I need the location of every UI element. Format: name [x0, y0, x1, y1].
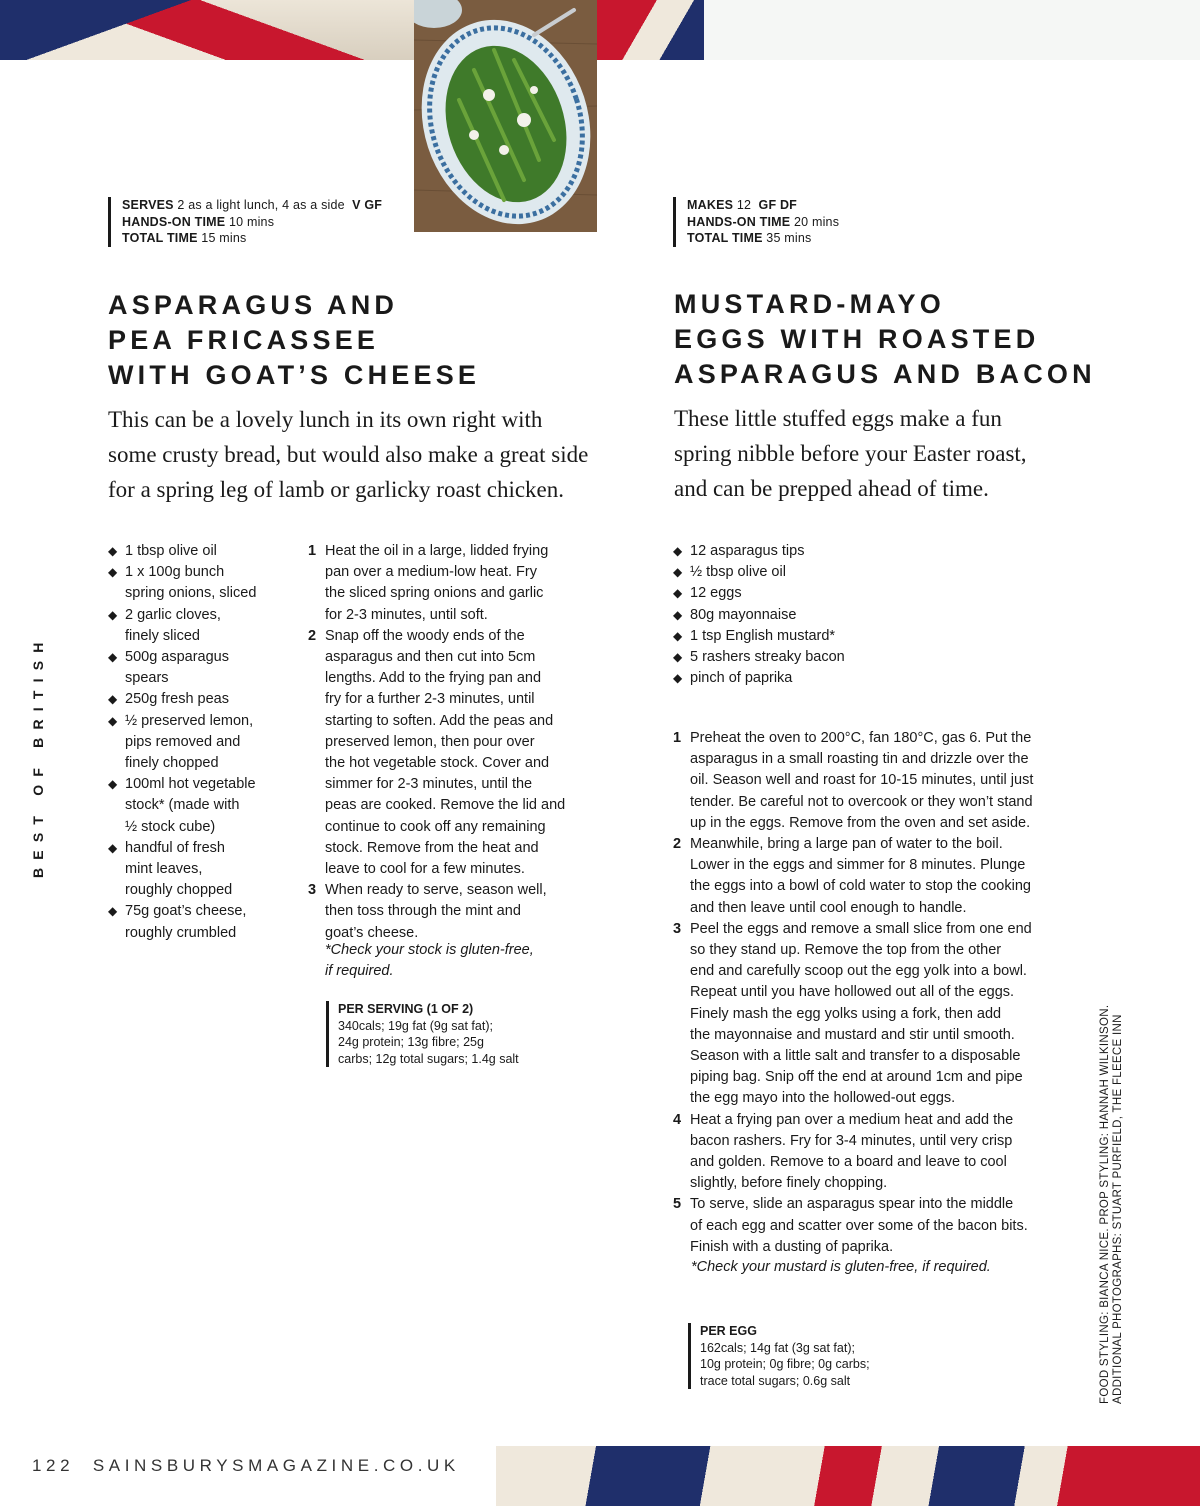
title-line: MUSTARD-MAYO — [674, 289, 945, 319]
ingredient-item: ◆ 1 tbsp olive oil — [108, 541, 256, 562]
method-step: 3 Peel the eggs and remove a small slice from one end so they stand up. Remove the top from the other end and carefully scoop out the egg yolk into a bowl. Repeat until you have hollowed out all of the eggs. Finely mash the egg yolks using a fork, then add the mayonnaise and mustard and stir until smooth. Season with a little salt and transfer to a disposable piping bag. Snip off the end at around 1cm and pipe the egg mayo into the hollowed-out eggs. — [673, 920, 1032, 1107]
union-flag-banner-top — [0, 0, 704, 60]
title-line: PEA FRICASSEE — [108, 325, 380, 355]
step-number: 2 — [308, 627, 317, 644]
total-time-label: TOTAL TIME — [687, 231, 763, 245]
recipe1-method — [308, 541, 565, 944]
recipe2-meta — [673, 197, 839, 247]
hands-on-value: 10 mins — [228, 214, 275, 229]
intro-line: spring nibble before your Easter roast, — [674, 441, 1027, 466]
ingredient-item: ◆ 2 garlic cloves, finely sliced — [108, 605, 256, 647]
ingredient-item: ◆ pinch of paprika — [673, 668, 845, 689]
ingredient-item: ◆ 500g asparagus spears — [108, 647, 256, 689]
method-step: 2 Snap off the woody ends of the asparagus and then cut into 5cm lengths. Add to the frying pan and fry for a further 2-3 minutes, until starting to soften. Add the peas and preserved lemon, then pour over the hot vegetable stock. Cover and simmer for 2-3 minutes, until the peas are cooked. Remove the lid and continue to cook off any remaining stock. Remove from the heat and leave to cool for a few minutes. — [308, 627, 566, 878]
intro-line: for a spring leg of lamb or garlicky roast chicken. — [108, 477, 565, 502]
method-step: 3 When ready to serve, season well, then toss through the mint and goat’s cheese. — [308, 882, 547, 941]
asparagus-dish-photo — [414, 0, 597, 232]
hands-on-value: 20 mins — [793, 214, 840, 229]
step-number: 3 — [308, 882, 317, 899]
ingredient-item: ◆ 250g fresh peas — [108, 689, 256, 710]
nutrition-heading: PER EGG — [700, 1324, 757, 1338]
recipe2-note: *Check your mustard is gluten-free, if required. — [691, 1259, 991, 1275]
page-number: 122 — [32, 1456, 75, 1475]
ingredient-item: ◆ 12 asparagus tips — [673, 541, 845, 562]
ingredient-item: ◆ 5 rashers streaky bacon — [673, 647, 845, 668]
total-time-row — [687, 230, 839, 247]
recipe1-nutrition: PER SERVING (1 OF 2) 340cals; 19g fat (9g sat fat); 24g protein; 13g fibre; 25g carbs; 12g total sugars; 1.4g salt — [326, 1001, 519, 1067]
step-number: 1 — [308, 543, 317, 559]
serves-label: SERVES — [122, 198, 174, 212]
dietary-badges: GF DF — [758, 198, 798, 212]
makes-row — [687, 197, 839, 214]
ingredient-item: ◆ 100ml hot vegetable stock* (made with ½ stock cube) — [108, 774, 256, 838]
step-number: 1 — [673, 730, 682, 746]
page-footer — [32, 1456, 460, 1476]
intro-line: These little stuffed eggs make a fun — [674, 406, 1002, 431]
dietary-badges: V GF — [352, 198, 383, 212]
step-number: 4 — [673, 1111, 682, 1128]
total-time-value: 35 mins — [766, 231, 812, 245]
recipe1-ingredients — [108, 541, 256, 944]
serves-row — [122, 197, 382, 214]
nutrition-heading: PER SERVING (1 OF 2) — [338, 1002, 474, 1016]
ingredient-item: ◆ 12 eggs — [673, 583, 845, 604]
recipe2-method — [673, 728, 1033, 1258]
recipe1-meta — [108, 197, 382, 247]
makes-value: 12 — [736, 198, 752, 212]
recipe2-ingredients — [673, 541, 845, 689]
total-time-value: 15 mins — [201, 231, 247, 245]
serves-value: 2 as a light lunch, 4 as a side — [177, 198, 345, 212]
union-flag-banner-bottom — [496, 1446, 1200, 1506]
step-number: 2 — [673, 836, 682, 853]
banner-top-right — [704, 0, 1200, 60]
credits-line: ADDITIONAL PHOTOGRAPHS: STUART PURFIELD, THE FLEECE INN — [1112, 1014, 1124, 1404]
recipe2-title — [674, 287, 1096, 392]
intro-line: some crusty bread, but would also make a great side — [108, 442, 589, 467]
makes-label: MAKES — [687, 198, 734, 212]
method-step: 4 Heat a frying pan over a medium heat and add the bacon rashers. Fry for 3-4 minutes, until very crisp and golden. Remove to a board and leave to cool slightly, before finely chopping. — [673, 1111, 1014, 1192]
step-number: 3 — [673, 920, 682, 937]
method-step: 2 Meanwhile, bring a large pan of water to the boil. Lower in the eggs and simmer for 8 minutes. Plunge the eggs into a bowl of cold water to stop the cooking and then leave until cool enough to handle. — [673, 836, 1031, 916]
recipe2-intro — [674, 401, 1027, 506]
asparagus-dish-illustration — [414, 0, 597, 232]
total-time-label: TOTAL TIME — [122, 231, 198, 245]
photo-credits — [1096, 976, 1132, 1406]
method-step: 1 Preheat the oven to 200°C, fan 180°C, gas 6. Put the asparagus in a small roasting tin and drizzle over the oil. Season well and roast for 10-15 minutes, until just tender. Be careful not to overcook or they won’t stand up in the eggs. Remove from the oven and set aside. — [673, 730, 1034, 831]
recipe1-note: *Check your stock is gluten-free, if required. — [325, 942, 534, 980]
ingredient-item: ◆ handful of fresh mint leaves, roughly chopped — [108, 838, 256, 902]
ingredient-item: ◆ 1 x 100g bunch spring onions, sliced — [108, 562, 256, 604]
ingredient-item: ◆ ½ preserved lemon, pips removed and finely chopped — [108, 711, 256, 775]
site-link[interactable]: SAINSBURYSMAGAZINE.CO.UK — [92, 1456, 460, 1475]
credits-line: FOOD STYLING: BIANCA NICE. PROP STYLING: HANNAH WILKINSON. — [1099, 1004, 1111, 1404]
method-step: 5 To serve, slide an asparagus spear into the middle of each egg and scatter over some of the bacon bits. Finish with a dusting of paprika. — [673, 1196, 1028, 1255]
section-label-text: BEST OF BRITISH — [30, 634, 46, 878]
title-line: EGGS WITH ROASTED — [674, 324, 1040, 354]
recipe1-intro — [108, 402, 588, 507]
ingredient-item: ◆ 1 tsp English mustard* — [673, 626, 845, 647]
ingredient-item: ◆ 75g goat’s cheese, roughly crumbled — [108, 901, 256, 943]
title-line: WITH GOAT’S CHEESE — [108, 360, 481, 390]
title-line: ASPARAGUS AND — [108, 290, 399, 320]
hands-on-label: HANDS-ON TIME — [122, 214, 226, 229]
hands-on-row — [122, 214, 382, 231]
hands-on-label: HANDS-ON TIME — [687, 214, 791, 229]
method-step: 1 Heat the oil in a large, lidded frying pan over a medium-low heat. Fry the sliced spring onions and garlic for 2-3 minutes, until soft. — [308, 543, 549, 623]
title-line: ASPARAGUS AND BACON — [674, 359, 1096, 389]
total-time-row — [122, 230, 382, 247]
recipe1-title — [108, 288, 480, 393]
recipe2-nutrition: PER EGG 162cals; 14g fat (3g sat fat); 10g protein; 0g fibre; 0g carbs; trace total sugars; 0.6g salt — [688, 1323, 870, 1389]
section-label — [22, 624, 62, 884]
intro-line: This can be a lovely lunch in its own right with — [108, 407, 543, 432]
step-number: 5 — [673, 1196, 682, 1213]
ingredient-item: ◆ 80g mayonnaise — [673, 605, 845, 626]
ingredient-item: ◆ ½ tbsp olive oil — [673, 562, 845, 583]
intro-line: and can be prepped ahead of time. — [674, 476, 989, 501]
hands-on-row — [687, 214, 839, 231]
